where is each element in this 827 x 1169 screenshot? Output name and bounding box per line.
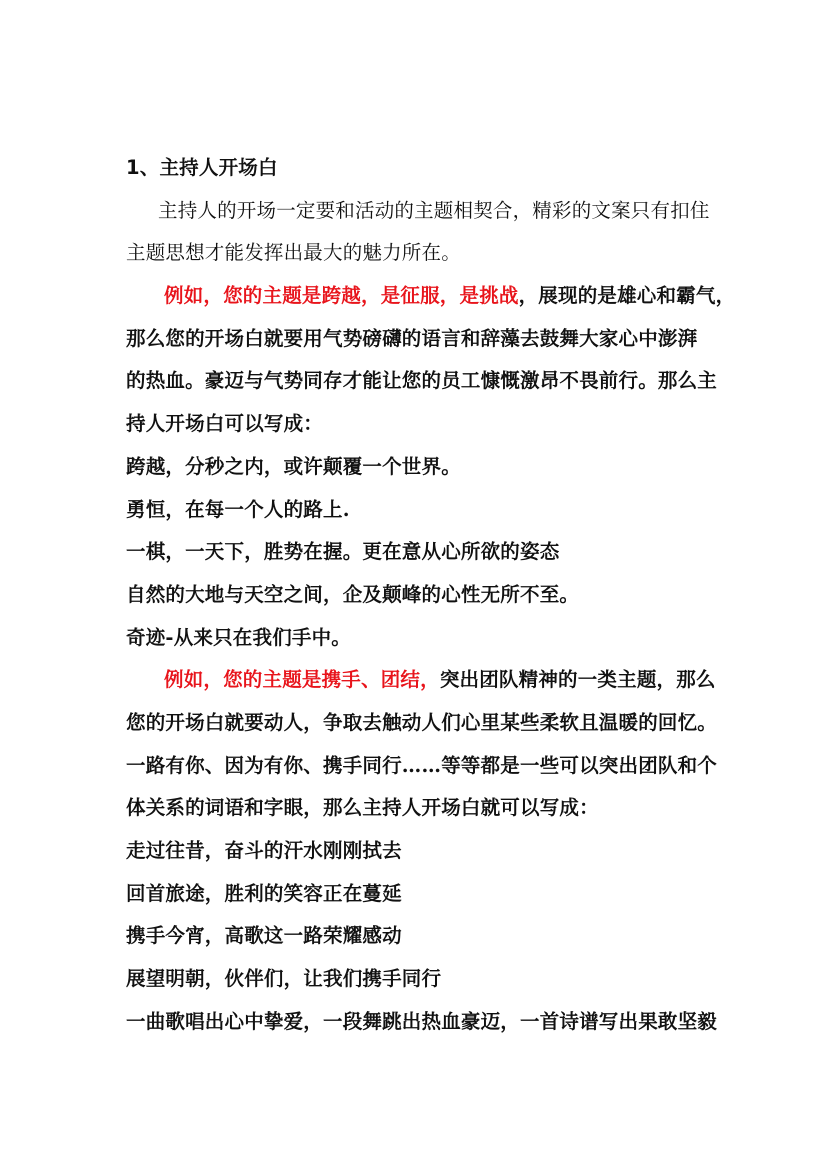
emphasis-text: 例如，您的主题是跨越，是征服，是挑战 — [164, 284, 519, 308]
paragraph-line: 的热血。豪迈与气势同存才能让您的员工慷慨激昂不畏前行。那么主 — [126, 369, 718, 393]
poem-line: 携手今宵，高歌这一路荣耀感动 — [126, 924, 402, 948]
poem-line: 跨越，分秒之内，或许颠覆一个世界。 — [126, 454, 461, 478]
poem-line: 展望明朝，伙伴们，让我们携手同行 — [126, 967, 442, 991]
paragraph-text: ，展现的是雄心和霸气， — [518, 284, 736, 308]
paragraph-line: 主持人的开场一定要和活动的主题相契合，精彩的文案只有扣住 — [158, 198, 710, 222]
document-body — [126, 147, 736, 1043]
paragraph-line: 持人开场白可以写成： — [126, 412, 324, 436]
section-number: 1 — [126, 156, 140, 179]
paragraph-line — [126, 275, 736, 318]
paragraph-text: 突出团队精神的一类主题，那么 — [439, 668, 716, 692]
paragraph-line: 一路有你、因为有你、携手同行……等等都是一些可以突出团队和个 — [126, 753, 718, 777]
poem-line: 自然的大地与天空之间，企及颠峰的心性无所不至。 — [126, 582, 580, 606]
poem-line: 回首旅途，胜利的笑容正在蔓延 — [126, 881, 402, 905]
emphasis-text: 例如，您的主题是携手、团结， — [164, 668, 440, 692]
paragraph-line: 体关系的词语和字眼，那么主持人开场白就可以写成： — [126, 796, 599, 820]
poem-line: 走过往昔，奋斗的汗水刚刚拭去 — [126, 839, 402, 862]
poem-line: 奇迹-从来只在我们手中。 — [126, 625, 351, 649]
section-heading — [126, 147, 711, 190]
poem-line: 一棋，一天下，胜势在握。更在意从心所欲的姿态 — [126, 540, 560, 564]
paragraph-line: 您的开场白就要动人，争取去触动人们心里某些柔软且温暖的回忆。 — [126, 710, 718, 734]
section-title: 、主持人开场白 — [139, 156, 278, 179]
paragraph-line — [126, 659, 716, 702]
poem-line: 勇恒，在每一个人的路上. — [126, 497, 350, 521]
paragraph-line: 主题思想才能发挥出最大的魅力所在。 — [126, 241, 461, 265]
poem-line: 一曲歌唱出心中挚爱，一段舞跳出热血豪迈，一首诗谱写出果敢坚毅 — [126, 1009, 718, 1033]
paragraph-line: 那么您的开场白就要用气势磅礴的语言和辞藻去鼓舞大家心中澎湃 — [126, 326, 698, 350]
